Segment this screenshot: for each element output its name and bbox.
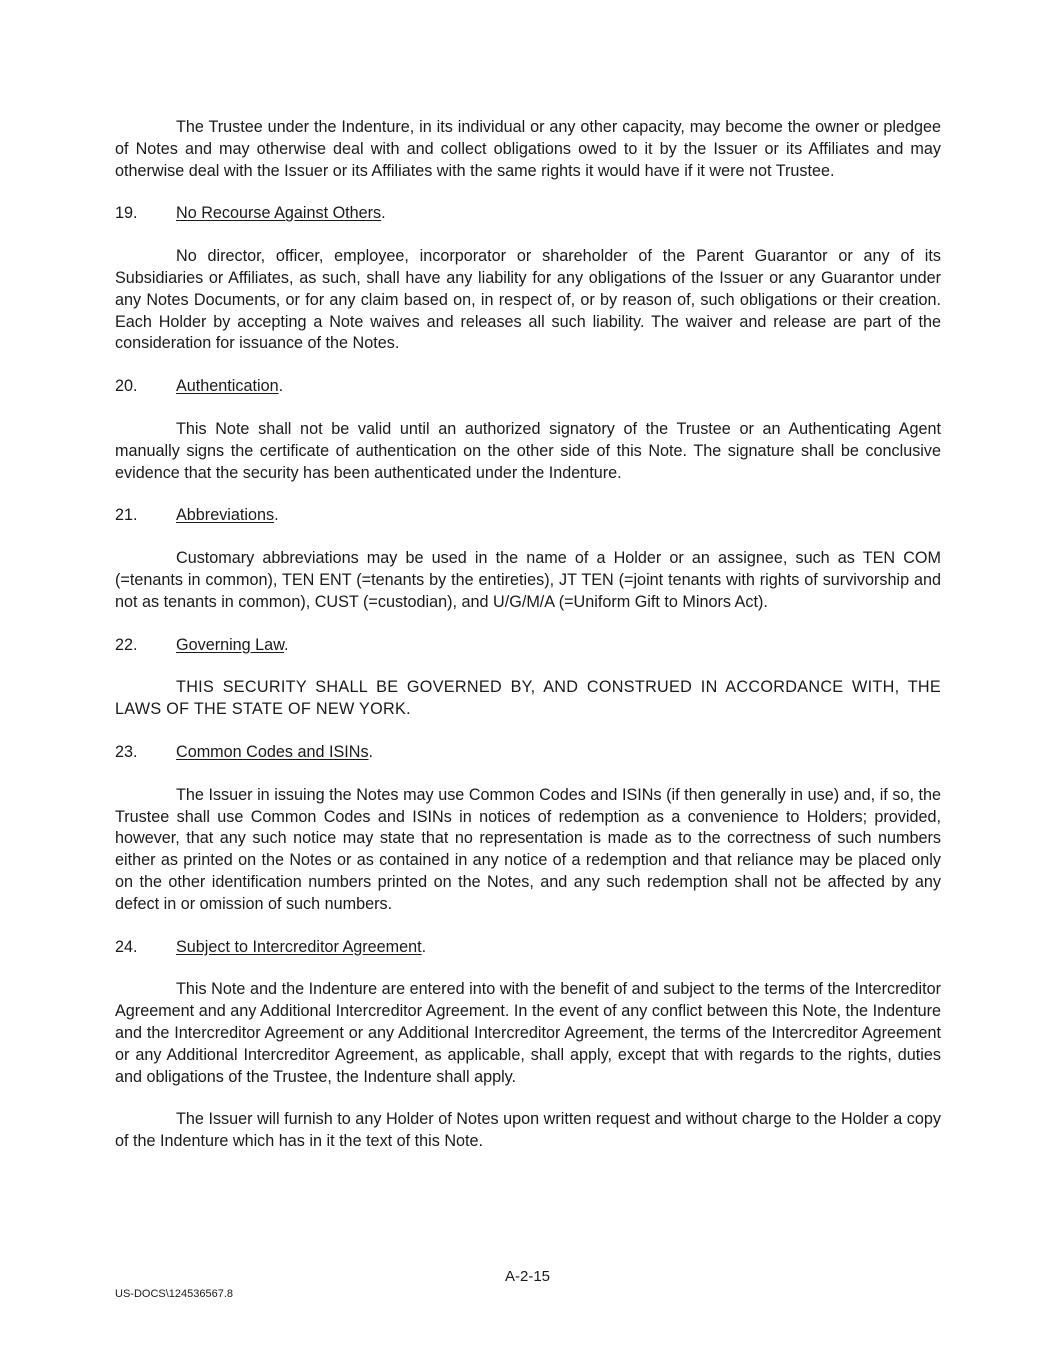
section-number: 19. [115, 204, 138, 223]
section-body: THIS SECURITY SHALL BE GOVERNED BY, AND CONSTRUED IN ACCORDANCE WITH, THE LAWS OF THE STATE OF NEW YORK. [115, 678, 941, 719]
section-title: Common Codes and ISINs [176, 742, 369, 761]
section-body: No director, officer, employee, incorporator or shareholder of the Parent Guarantor or any of its Subsidiaries or Affiliates, as such, shall have any liability for any obligations of the Issuer or any Guarantor under any Notes Documents, or for any claim based on, in respect of, or by reason of, such obligations or their creation. Each Holder by accepting a Note waives and releases all such liability. The waiver and release are part of the consideration for issuance of the Notes. [115, 247, 941, 353]
section-title: Subject to Intercreditor Agreement [176, 937, 422, 956]
section-title-wrap: Authentication. [176, 377, 284, 396]
section-number: 20. [115, 377, 138, 396]
section-title-wrap: Abbreviations. [176, 506, 279, 525]
section-heading-19 [115, 203, 941, 225]
section-title: Abbreviations [176, 506, 275, 525]
section-heading-21 [115, 505, 941, 527]
section-body: This Note and the Indenture are entered into with the benefit of and subject to the terms of the Intercreditor Agreement and any Additional Intercreditor Agreement. In the event of any conflict between this Note, the Indenture and the Intercreditor Agreement or any Additional Intercreditor Agreement, the terms of the Intercreditor Agreement or any Additional Intercreditor Agreement, as applicable, shall apply, except that with regards to the rights, duties and obligations of the Trustee, the Indenture shall apply. [115, 980, 941, 1086]
section-title: No Recourse Against Others [176, 204, 382, 223]
page-number: A-2-15 [504, 1268, 551, 1285]
section-title-wrap: Subject to Intercreditor Agreement. [176, 937, 427, 956]
section-title-wrap: Governing Law. [176, 635, 289, 654]
section-title-wrap: No Recourse Against Others. [176, 204, 386, 223]
section-number: 21. [115, 506, 138, 525]
section-heading-22 [115, 635, 941, 657]
section-title: Authentication [176, 377, 279, 396]
section-heading-24 [115, 937, 941, 959]
document-page [115, 117, 941, 1174]
section-title-wrap: Common Codes and ISINs. [176, 742, 374, 761]
document-id: US-DOCS\124536567.8 [115, 1288, 234, 1300]
section-body-2: The Issuer will furnish to any Holder of Notes upon written request and without charge to the Holder a copy of the Indenture which has in it the text of this Note. [115, 1110, 941, 1151]
section-heading-23 [115, 742, 941, 764]
section-heading-20 [115, 376, 941, 398]
section-body: The Issuer in issuing the Notes may use Common Codes and ISINs (if then generally in use) and, if so, the Trustee shall use Common Codes and ISINs in notices of redemption as a convenience to Holders; provided, however, that any such notice may state that no representation is made as to the correctness of such numbers either as printed on the Notes or as contained in any notice of a redemption and that reliance may be placed only on the other identification numbers printed on the Notes, and any such redemption shall not be affected by any defect in or omission of such numbers. [115, 785, 941, 913]
section-number: 24. [115, 937, 138, 956]
section-body: This Note shall not be valid until an authorized signatory of the Trustee or an Authenticating Agent manually signs the certificate of authentication on the other side of this Note. The signature shall be conclusive evidence that the security has been authenticated under the Indenture. [115, 419, 941, 482]
section-title: Governing Law [176, 635, 284, 654]
section-number: 22. [115, 635, 138, 654]
section-body: Customary abbreviations may be used in the name of a Holder or an assignee, such as TEN COM (=tenants in common), TEN ENT (=tenants by the entireties), JT TEN (=joint tenants with rights of survivorship and not as tenants in common), CUST (=custodian), and U/G/M/A (=Uniform Gift to Minors Act). [115, 549, 941, 611]
trustee-owner-paragraph: The Trustee under the Indenture, in its individual or any other capacity, may become the owner or pledgee of Notes and may otherwise deal with and collect obligations owed to it by the Issuer or its Affiliates and may otherwise deal with the Issuer or its Affiliates with the same rights it would have if it were not Trustee. [115, 118, 941, 180]
section-number: 23. [115, 742, 138, 761]
